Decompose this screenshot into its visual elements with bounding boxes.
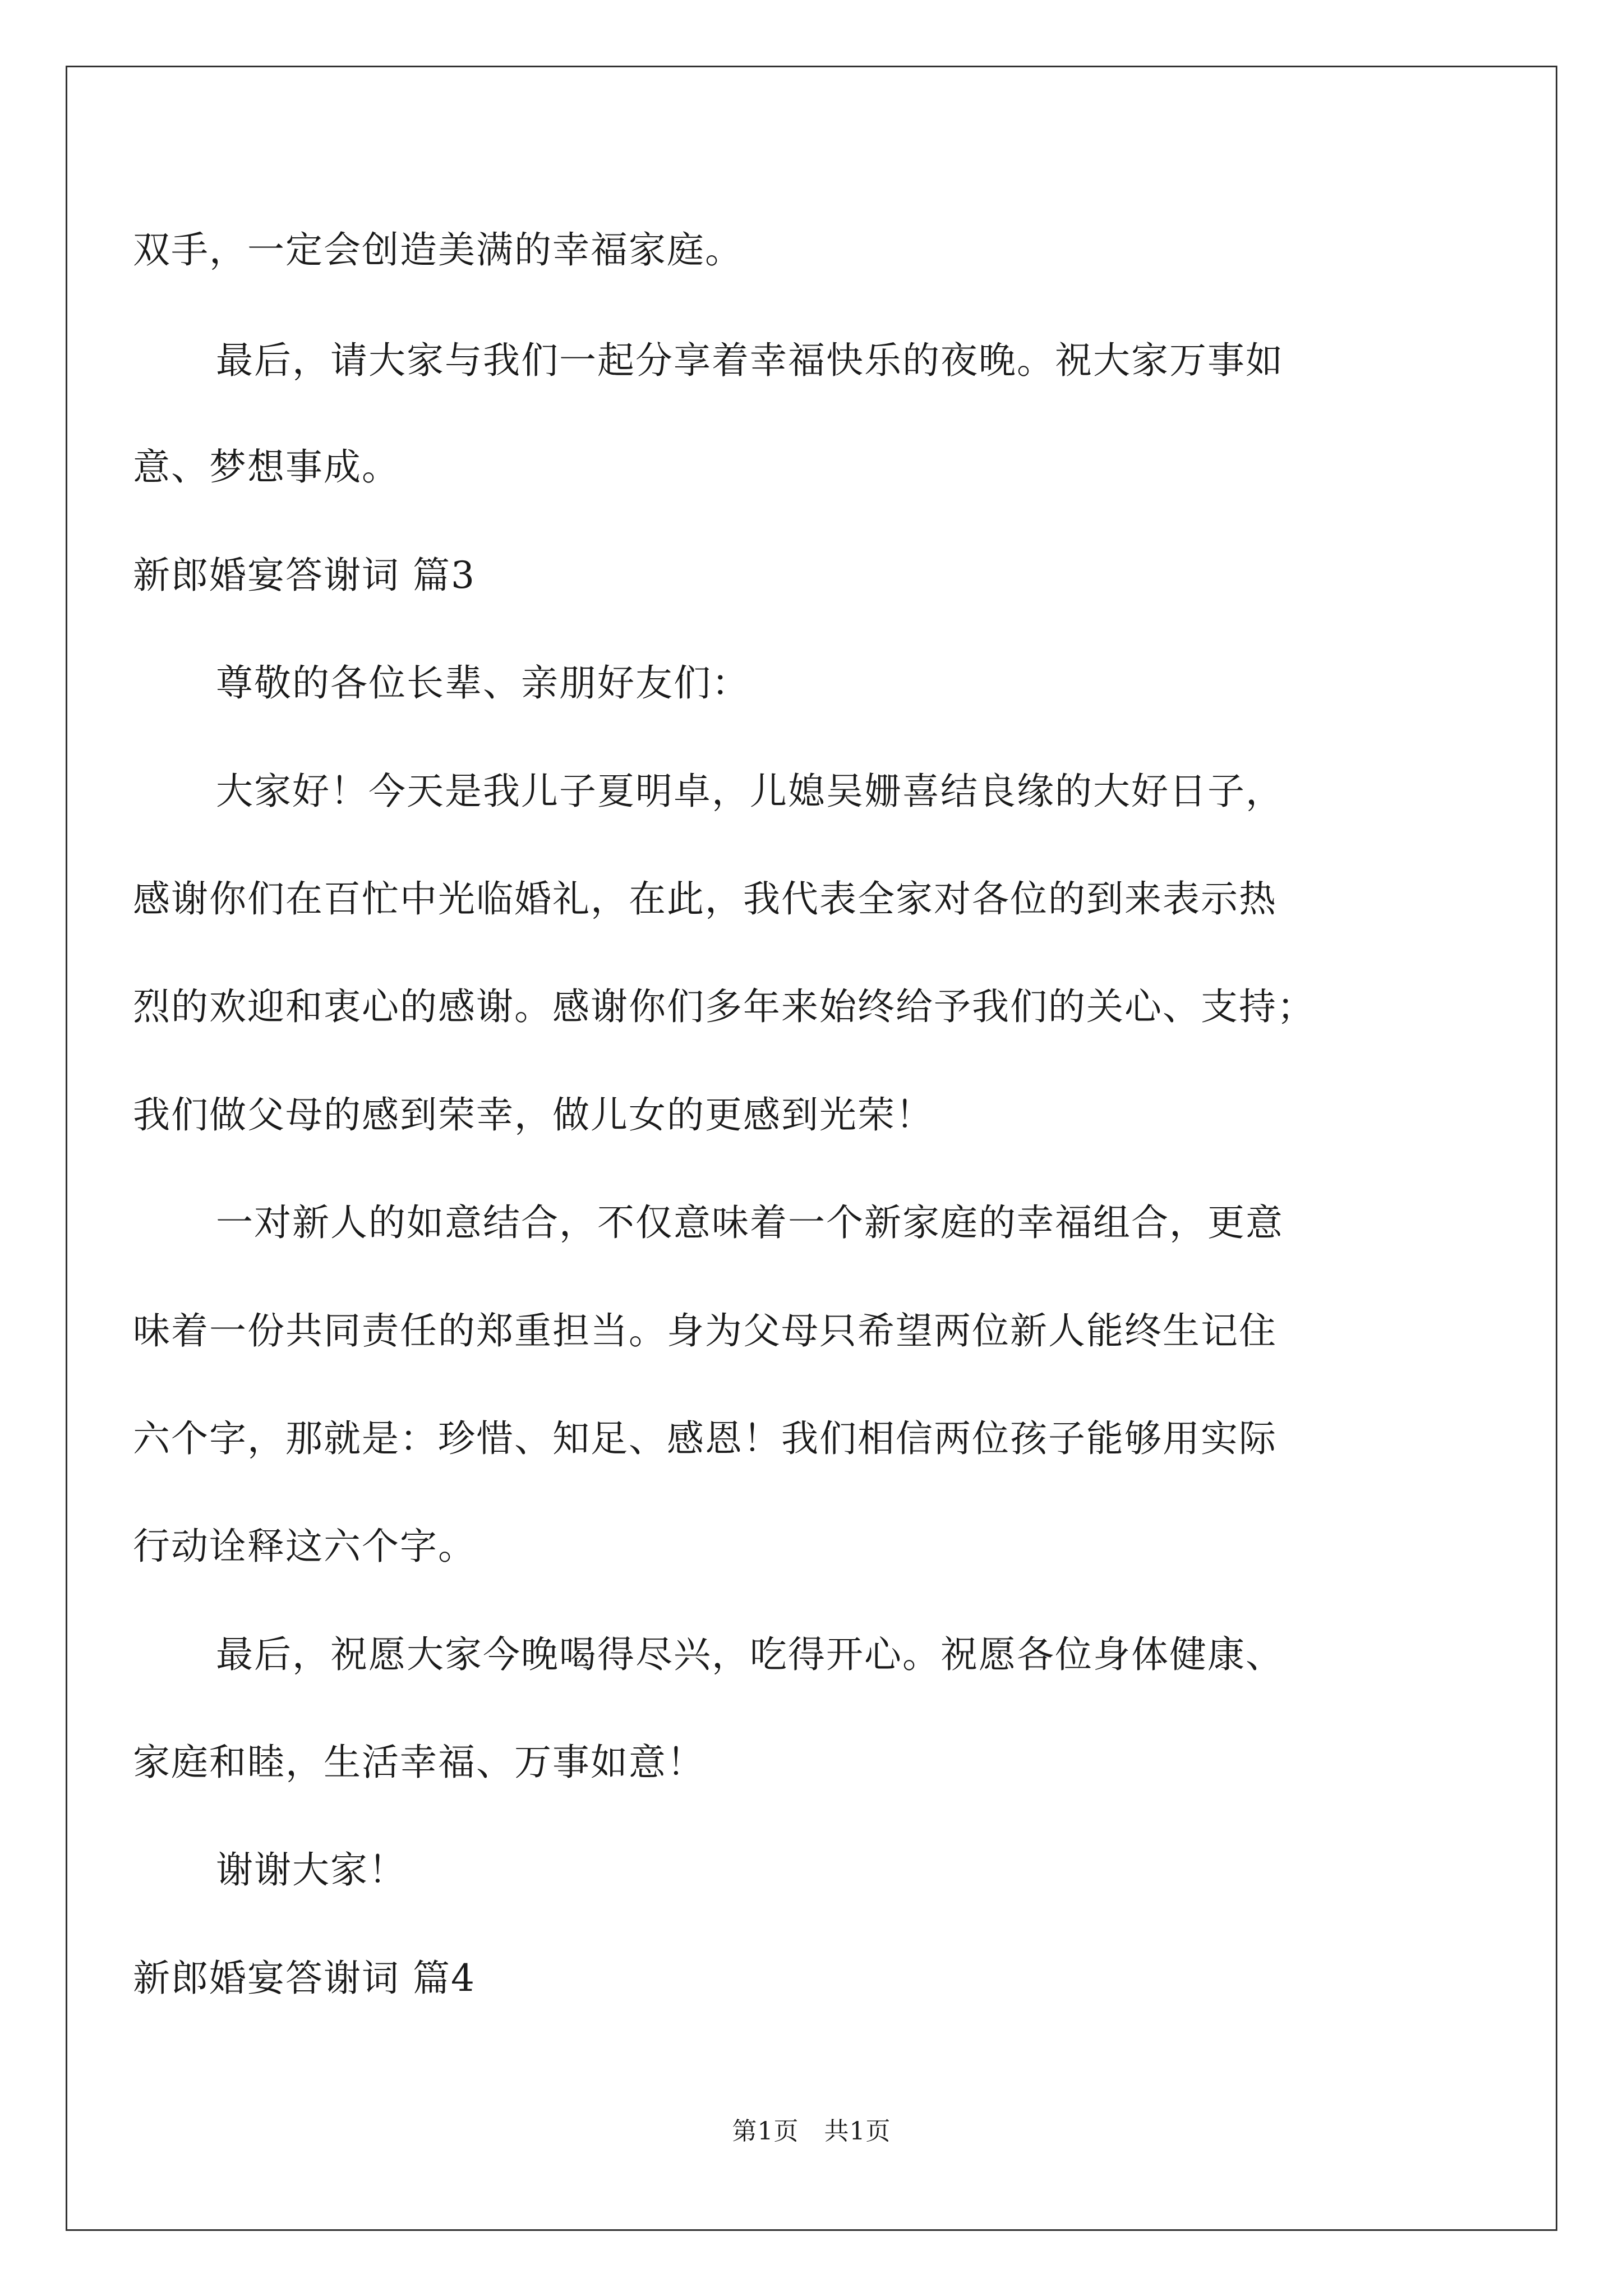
paragraph-line: 最后，祝愿大家今晚喝得尽兴，吃得开心。祝愿各位身体健康、 (216, 1633, 1284, 1676)
paragraph-line: 最后，请大家与我们一起分享着幸福快乐的夜晚。祝大家万事如 (216, 339, 1284, 382)
paragraph-line: 我们做父母的感到荣幸，做儿女的更感到光荣！ (133, 1093, 934, 1137)
paragraph-line: 谢谢大家！ (216, 1848, 407, 1892)
paragraph-line: 味着一份共同责任的郑重担当。身为父母只希望两位新人能终生记住 (133, 1309, 1277, 1352)
page-number-footer: 第1页 共1页 (732, 2117, 891, 2146)
section-heading: 新郎婚宴答谢词 篇4 (133, 1957, 476, 2000)
paragraph-line: 意、梦想事成。 (133, 445, 400, 489)
paragraph-line: 六个字，那就是：珍惜、知足、感恩！我们相信两位孩子能够用实际 (133, 1417, 1277, 1460)
paragraph-line: 烈的欢迎和衷心的感谢。感谢你们多年来始终给予我们的关心、支持； (133, 985, 1315, 1028)
section-heading: 新郎婚宴答谢词 篇3 (133, 554, 476, 597)
paragraph-line: 大家好！今天是我儿子夏明卓，儿媳吴姗喜结良缘的大好日子， (216, 770, 1284, 813)
paragraph-line: 行动诠释这六个字。 (133, 1525, 476, 1568)
paragraph-line: 家庭和睦，生活幸福、万事如意！ (133, 1741, 705, 1784)
paragraph-line: 尊敬的各位长辈、亲朋好友们： (216, 661, 750, 705)
page-border (66, 66, 1557, 2231)
paragraph-line: 双手，一定会创造美满的幸福家庭。 (133, 228, 743, 272)
paragraph-line: 一对新人的如意结合，不仅意味着一个新家庭的幸福组合，更意 (216, 1201, 1284, 1244)
paragraph-line: 感谢你们在百忙中光临婚礼，在此，我代表全家对各位的到来表示热 (133, 877, 1277, 921)
